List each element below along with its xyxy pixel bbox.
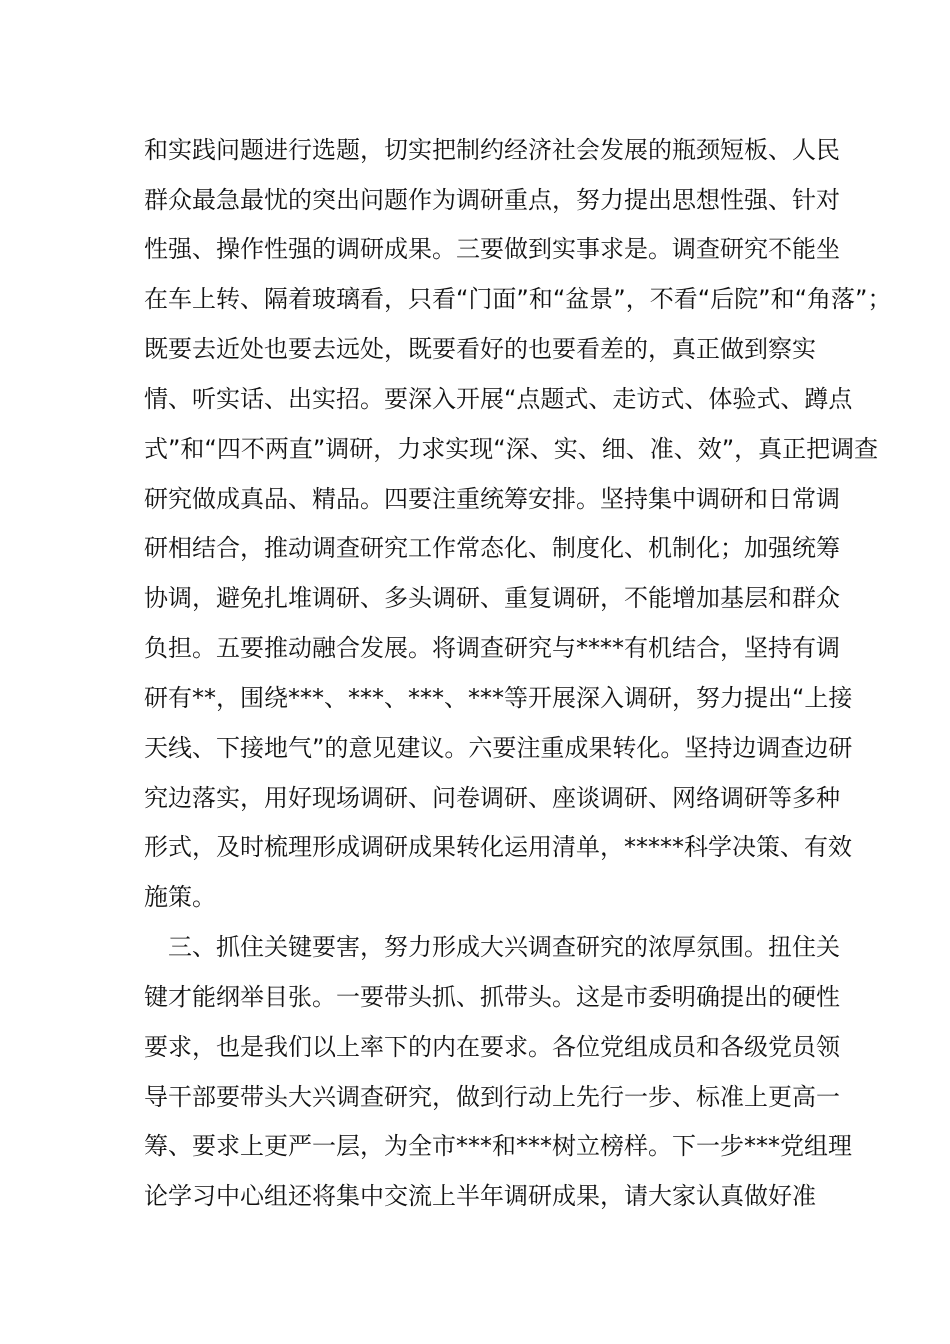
text-line: 论学习中心组还将集中交流上半年调研成果，请大家认真做好准: [144, 1182, 816, 1210]
text-line: 究边落实，用好现场调研、问卷调研、座谈调研、网络调研等多种: [144, 784, 840, 812]
text-line: 导干部要带头大兴调查研究，做到行动上先行一步、标准上更高一: [144, 1083, 840, 1111]
text-line: 协调，避免扎堆调研、多头调研、重复调研，不能增加基层和群众: [144, 584, 840, 612]
text-line: 天线、下接地气”的意见建议。六要注重成果转化。坚持边调查边研: [144, 734, 853, 762]
text-line: 既要去近处也要去远处，既要看好的也要看差的，真正做到察实: [144, 335, 816, 363]
text-line: 性强、操作性强的调研成果。三要做到实事求是。调查研究不能坐: [144, 235, 840, 263]
text-line: 研究做成真品、精品。四要注重统筹安排。坚持集中调研和日常调: [144, 485, 840, 513]
text-line: 研有**，围绕***、***、***、***等开展深入调研，努力提出“上接: [144, 684, 853, 712]
text-line: 在车上转、隔着玻璃看，只看“门面”和“盆景”，不看“后院”和“角落”；: [144, 285, 892, 313]
text-line: 和实践问题进行选题，切实把制约经济社会发展的瓶颈短板、人民: [144, 136, 840, 164]
section-heading-line: 三、抓住关键要害，努力形成大兴调查研究的浓厚氛围。扭住关: [168, 933, 840, 961]
text-line: 施策。: [144, 883, 216, 911]
text-line: 要求，也是我们以上率下的内在要求。各位党组成员和各级党员领: [144, 1033, 840, 1061]
text-line: 情、听实话、出实招。要深入开展“点题式、走访式、体验式、蹲点: [144, 385, 853, 413]
text-line: 形式，及时梳理形成调研成果转化运用清单，*****科学决策、有效: [144, 833, 852, 861]
text-line: 群众最急最忧的突出问题作为调研重点，努力提出思想性强、针对: [144, 186, 840, 214]
text-line: 负担。五要推动融合发展。将调查研究与****有机结合，坚持有调: [144, 634, 840, 662]
text-line: 式”和“四不两直”调研，力求实现“深、实、细、准、效”，真正把调查: [144, 435, 879, 463]
text-line: 键才能纲举目张。一要带头抓、抓带头。这是市委明确提出的硬性: [144, 983, 840, 1011]
text-line: 研相结合，推动调查研究工作常态化、制度化、机制化；加强统筹: [144, 534, 840, 562]
text-line: 筹、要求上更严一层，为全市***和***树立榜样。下一步***党组理: [144, 1132, 852, 1160]
